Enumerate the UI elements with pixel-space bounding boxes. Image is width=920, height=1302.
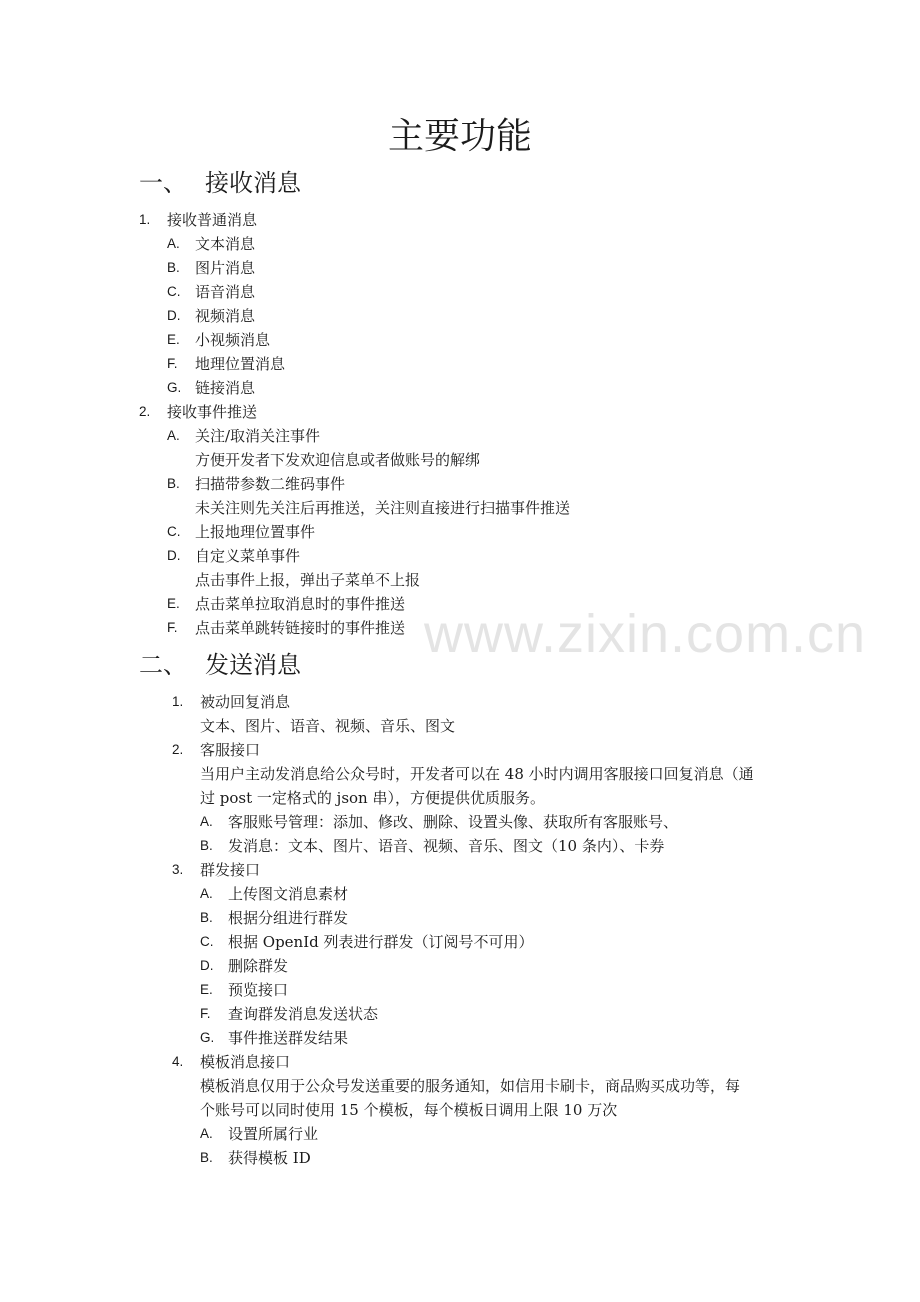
sub-list-marker: G. <box>167 380 182 395</box>
sub-list-text: 地理位置消息 <box>195 355 286 373</box>
sub-list-note: 方便开发者下发欢迎信息或者做账号的解绑 <box>195 451 481 469</box>
sub-list-marker: E. <box>200 982 213 997</box>
sub-list-text: 发消息：文本、图片、语音、视频、音乐、图文（10 条内）、卡券 <box>228 837 665 855</box>
section-title: 接收消息 <box>205 169 301 197</box>
list-number: 4. <box>172 1054 184 1069</box>
paragraph-line: 当用户主动发消息给公众号时，开发者可以在 48 小时内调用客服接口回复消息（通 <box>200 765 754 783</box>
sub-list-text: 链接消息 <box>195 379 256 397</box>
list-number: 2. <box>139 404 151 419</box>
list-item-label: 被动回复消息 <box>200 693 291 711</box>
sub-list-note: 未关注则先关注后再推送，关注则直接进行扫描事件推送 <box>195 499 571 517</box>
watermark: www.zixin.com.cn <box>424 604 867 664</box>
sub-list-marker: F. <box>200 1006 211 1021</box>
section-title: 发送消息 <box>205 651 301 679</box>
sub-list-text: 上报地理位置事件 <box>195 523 316 541</box>
list-item-label: 接收事件推送 <box>167 403 258 421</box>
sub-list-text: 查询群发消息发送状态 <box>228 1005 379 1023</box>
sub-list-marker: A. <box>200 1126 213 1141</box>
sub-list-text: 预览接口 <box>228 981 289 999</box>
sub-list-marker: B. <box>200 838 213 853</box>
sub-list-marker: E. <box>167 332 180 347</box>
sub-list-marker: B. <box>200 910 213 925</box>
list-item-label: 接收普通消息 <box>167 211 258 229</box>
sub-list-text: 点击菜单拉取消息时的事件推送 <box>195 595 406 613</box>
list-number: 1. <box>139 212 151 227</box>
sub-list-text: 客服账号管理：添加、修改、删除、设置头像、获取所有客服账号、 <box>228 813 679 831</box>
sub-list-marker: F. <box>167 620 178 635</box>
sub-list-marker: G. <box>200 1030 215 1045</box>
sub-list-text: 获得模板 ID <box>228 1149 311 1167</box>
sub-list-marker: C. <box>200 934 214 949</box>
sub-list-text: 图片消息 <box>195 259 256 277</box>
sub-list-text: 小视频消息 <box>195 331 271 349</box>
list-number: 1. <box>172 694 184 709</box>
sub-list-marker: D. <box>167 308 181 323</box>
list-item-note: 文本、图片、语音、视频、音乐、图文 <box>200 717 456 735</box>
sub-list-text: 上传图文消息素材 <box>228 885 349 903</box>
sub-list-text: 自定义菜单事件 <box>195 547 301 565</box>
sub-list-text: 删除群发 <box>228 957 289 975</box>
sub-list-marker: A. <box>200 814 213 829</box>
sub-list-marker: B. <box>167 476 180 491</box>
list-number: 2. <box>172 742 184 757</box>
sub-list-text: 关注/取消关注事件 <box>195 427 321 445</box>
sub-list-marker: D. <box>200 958 214 973</box>
list-item-label: 模板消息接口 <box>200 1053 291 1071</box>
sub-list-text: 语音消息 <box>195 283 256 301</box>
sub-list-text: 扫描带参数二维码事件 <box>195 475 346 493</box>
sub-list-note: 点击事件上报，弹出子菜单不上报 <box>195 571 421 589</box>
page-title: 主要功能 <box>387 116 532 157</box>
sub-list-marker: A. <box>167 236 180 251</box>
paragraph-line: 个账号可以同时使用 15 个模板，每个模板日调用上限 10 万次 <box>200 1101 618 1119</box>
sub-list-text: 根据 OpenId 列表进行群发（订阅号不可用） <box>228 933 534 951</box>
sub-list-text: 根据分组进行群发 <box>228 909 349 927</box>
section-heading-send <box>139 648 301 682</box>
sub-list-marker: C. <box>167 524 181 539</box>
paragraph-line: 过 post 一定格式的 json 串），方便提供优质服务。 <box>200 789 545 807</box>
sub-list-marker: A. <box>200 886 213 901</box>
section-number: 一、 <box>139 169 187 197</box>
paragraph-line: 模板消息仅用于公众号发送重要的服务通知，如信用卡刷卡，商品购买成功等，每 <box>200 1077 741 1095</box>
section-heading-receive <box>139 166 301 200</box>
sub-list-marker: A. <box>167 428 180 443</box>
list-item-label: 客服接口 <box>200 741 261 759</box>
sub-list-text: 设置所属行业 <box>228 1125 319 1143</box>
sub-list-marker: B. <box>167 260 180 275</box>
sub-list-text: 视频消息 <box>195 307 256 325</box>
list-number: 3. <box>172 862 184 877</box>
sub-list-text: 事件推送群发结果 <box>228 1029 349 1047</box>
sub-list-marker: F. <box>167 356 178 371</box>
section-number: 二、 <box>139 651 187 679</box>
sub-list-text: 文本消息 <box>195 235 256 253</box>
sub-list-text: 点击菜单跳转链接时的事件推送 <box>195 619 406 637</box>
list-item-label: 群发接口 <box>200 861 261 879</box>
sub-list-marker: B. <box>200 1150 213 1165</box>
sub-list-marker: C. <box>167 284 181 299</box>
sub-list-marker: E. <box>167 596 180 611</box>
sub-list-marker: D. <box>167 548 181 563</box>
